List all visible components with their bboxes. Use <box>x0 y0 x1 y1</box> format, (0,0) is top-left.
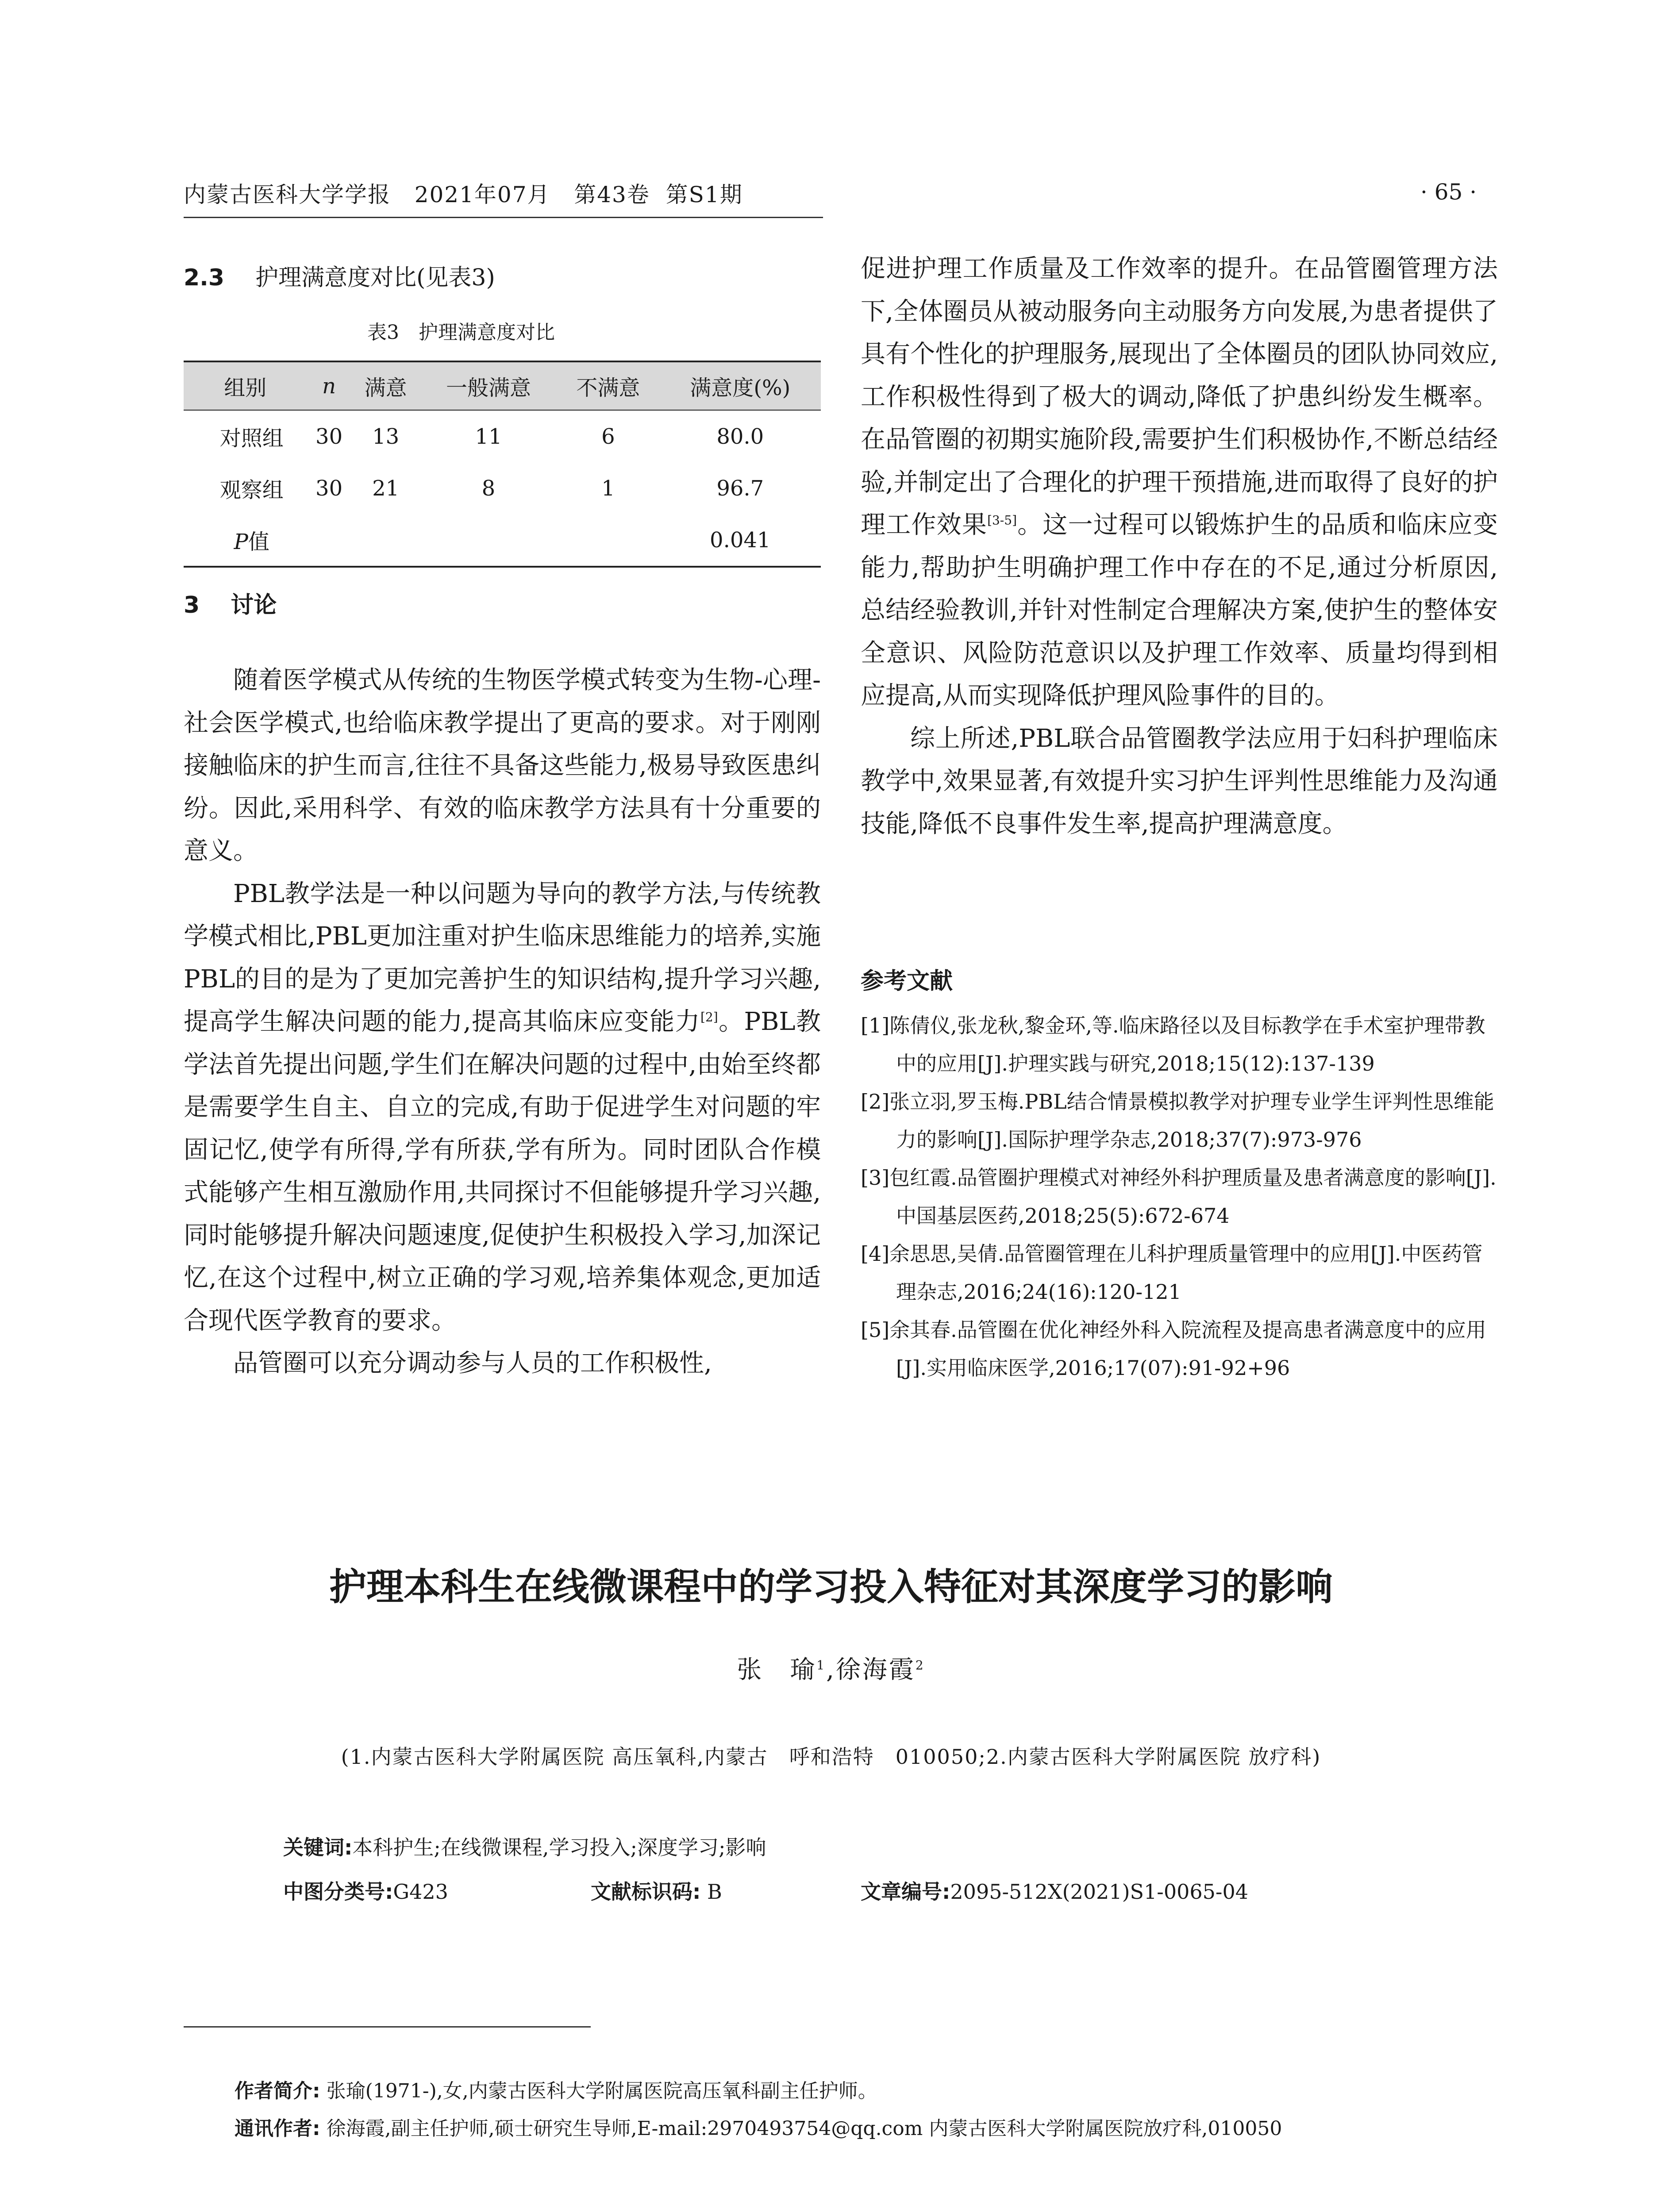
table-header: 满意度(%) <box>660 361 821 410</box>
table-header: 不满意 <box>557 361 659 410</box>
document-code-line: 文献标识码: B <box>591 1880 722 1904</box>
corresponding-author: 通讯作者: 徐海霞,副主任护师,硕士研究生导师,E-mail:2970493754@qq.com 内蒙古医科大学附属医院放疗科,010050 <box>235 2117 1282 2140</box>
author-name: 徐海霞 <box>835 1655 916 1684</box>
author-bio: 作者简介: 张瑜(1971-),女,内蒙古医科大学附属医院高压氧科副主任护师。 <box>235 2080 877 2102</box>
table-cell: 11 <box>475 424 502 449</box>
table-row <box>184 462 821 514</box>
page-number: · 65 · <box>1420 179 1477 205</box>
author-name: 张 瑜 <box>737 1655 817 1684</box>
document-code: B <box>707 1880 722 1904</box>
table-cell: 观察组 <box>219 478 284 503</box>
table-cell: 6 <box>601 424 615 449</box>
left-column-body <box>184 659 821 1385</box>
keywords-label: 关键词: <box>283 1836 353 1859</box>
reference-item: [4]余思思,吴倩.品管圈管理在儿科护理质量管理中的应用[J].中医药管理杂志,2016;24(16):120-121 <box>861 1242 1483 1304</box>
table-cell: 80.0 <box>716 424 764 449</box>
table-header: 组别 <box>184 361 307 410</box>
table-cell: 对照组 <box>219 426 284 451</box>
reference-item: [2]张立羽,罗玉梅.PBL结合情景模拟教学对护理专业学生评判性思维能力的影响[J].国际护理学杂志,2018;37(7):973-976 <box>861 1090 1494 1152</box>
section-heading-3 <box>184 586 277 619</box>
keywords-line <box>283 1832 766 1861</box>
issue-date: 2021年07月 <box>414 182 550 207</box>
affiliation: (1.内蒙古医科大学附属医院 高压氧科,内蒙古 呼和浩特 010050;2.内蒙古医科大学附属医院 放疗科) <box>341 1745 1321 1769</box>
article-title: 护理本科生在线微课程中的学习投入特征对其深度学习的影响 <box>329 1565 1333 1609</box>
table-header-row <box>184 361 821 410</box>
reference-item: [3]包红霞.品管圈护理模式对神经外科护理质量及患者满意度的影响[J].中国基层医药,2018;25(5):672-674 <box>861 1166 1497 1228</box>
issue: 第S1期 <box>666 182 743 207</box>
table-cell: 13 <box>372 424 400 449</box>
header-rule <box>184 217 823 218</box>
section-number: 3 <box>184 592 200 618</box>
reference-item: [5]余其春.品管圈在优化神经外科入院流程及提高患者满意度中的应用[J].实用临床医学,2016;17(07):91-92+96 <box>861 1318 1486 1380</box>
paragraph: 综上所述,PBL联合品管圈教学法应用于妇科护理临床教学中,效果显著,有效提升实习护生评判性思维能力及沟通技能,降低不良事件发生率,提高护理满意度。 <box>861 724 1498 838</box>
journal-name: 内蒙古医科大学学报 <box>184 182 391 207</box>
table-row-p-value <box>184 514 821 567</box>
references-title: 参考文献 <box>861 968 953 995</box>
table-cell: 30 <box>315 424 343 449</box>
right-column-body <box>861 248 1498 845</box>
paragraph: 随着医学模式从传统的生物医学模式转变为生物-心理-社会医学模式,也给临床教学提出了更高的要求。对于刚刚接触临床的护生而言,往往不具备这些能力,极易导致医患纠纷。因此,采用科学、有效的临床教学方法具有十分重要的意义。 <box>184 666 821 865</box>
reference-list <box>861 1006 1498 1387</box>
volume: 第43卷 <box>574 182 650 207</box>
footnote-rule <box>184 2026 591 2028</box>
keywords: 本科护生;在线微课程,学习投入;深度学习;影响 <box>352 1836 766 1859</box>
p-value: 0.041 <box>660 514 821 567</box>
article-number-line: 文章编号:2095-512X(2021)S1-0065-04 <box>861 1880 1248 1904</box>
citation: [3-5] <box>987 513 1017 528</box>
running-header <box>184 177 743 209</box>
table-cell: 30 <box>315 476 343 501</box>
table-row <box>184 410 821 462</box>
section-number: 2.3 <box>184 265 225 291</box>
p-value-label: P值 <box>184 514 307 567</box>
article-number: 2095-512X(2021)S1-0065-04 <box>950 1880 1248 1904</box>
author-line: 张 瑜$^1$,徐海霞$^2$ <box>737 1655 925 1684</box>
table-cell: 1 <box>601 476 615 501</box>
citation: [2] <box>700 1010 718 1025</box>
section-heading-2-3 <box>184 259 495 292</box>
paragraph: 促进护理工作质量及工作效率的提升。在品管圈管理方法下,全体圈员从被动服务向主动服务方向发展,为患者提供了具有个性化的护理服务,展现出了全体圈员的团队协同效应,工作积极性得到了极大的调动,降低了护患纠纷发生概率。在品管圈的初期实施阶段,需要护生们积极协作,不断总结经验,并制定出了合理化的护理干预措施,进而取得了良好的护理工作效果[3-5]。这一过程可以锻炼护生的品质和临床应变能力,帮助护生明确护理工作中存在的不足,通过分析原因,总结经验教训,并针对性制定合理解决方案,使护生的整体安全意识、风险防范意识以及护理工作效率、质量均得到相应提高,从而实现降低护理风险事件的目的。 <box>861 254 1498 710</box>
section-title: 护理满意度对比(见表3) <box>255 265 495 291</box>
satisfaction-table <box>184 361 821 568</box>
table-cell: 21 <box>372 476 400 501</box>
table-header: 满意 <box>351 361 420 410</box>
table-header: 一般满意 <box>420 361 557 410</box>
reference-item: [1]陈倩仪,张龙秋,黎金环,等.临床路径以及目标教学在手术室护理带教中的应用[J].护理实践与研究,2018;15(12):137-139 <box>861 1014 1485 1075</box>
table-cell: 96.7 <box>716 476 764 501</box>
paragraph: PBL教学法是一种以问题为导向的教学方法,与传统教学模式相比,PBL更加注重对护生临床思维能力的培养,实施PBL的目的是为了更加完善护生的知识结构,提升学习兴趣,提高学生解决问题的能力,提高其临床应变能力[2]。PBL教学法首先提出问题,学生们在解决问题的过程中,由始至终都是需要学生自主、自立的完成,有助于促进学生对问题的牢固记忆,使学有所得,学有所获,学有所为。同时团队合作模式能够产生相互激励作用,共同探讨不但能够提升学习兴趣,同时能够提升解决问题速度,促使护生积极投入学习,加深记忆,在这个过程中,树立正确的学习观,培养集体观念,更加适合现代医学教育的要求。 <box>184 879 821 1335</box>
paragraph: 品管圈可以充分调动参与人员的工作积极性, <box>233 1349 712 1378</box>
clc-line: 中图分类号:G423 <box>283 1880 448 1904</box>
table-cell: 8 <box>481 476 496 501</box>
section-title: 讨论 <box>231 592 277 618</box>
table-caption: 表3 护理满意度对比 <box>367 321 555 344</box>
table-header: n <box>307 361 351 410</box>
clc-number: G423 <box>393 1880 448 1904</box>
